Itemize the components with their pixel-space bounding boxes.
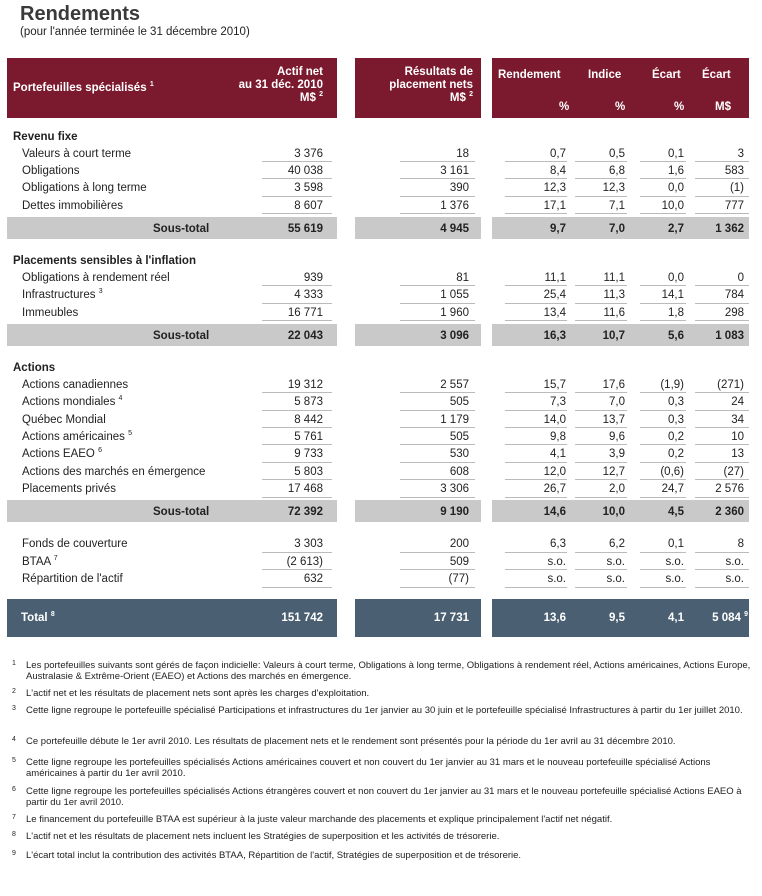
header-gap-amt-unit: M$ [715,101,731,113]
footnote-text: Cette ligne regroupe les portefeuilles spécialisés Actions étrangères couvert et non couvert du 1er janvier au 31 mars et le nouveau portefeuille spécialisé Actions EAEO à partir du 1er avril 2010. [26,786,742,808]
footnote-number: 9 [12,850,16,857]
row-divider [262,444,332,445]
header-returns [492,58,749,118]
header-return-unit: % [559,101,570,113]
cell-b: 81 [456,272,469,284]
cell-d: 12,3 [602,182,625,194]
cell-f: 13 [731,448,744,460]
row-divider [695,392,749,393]
header-index-unit: % [615,101,626,113]
row-divider [400,320,475,321]
footnote-text: Le financement du portefeuille BTAA est supérieur à la juste valeur marchande des placements et explique principalement l'actif net négatif. [26,814,613,825]
row-divider [505,178,567,179]
cell-a: 5 761 [294,431,323,443]
cell-c: 6,3 [550,538,566,550]
cell-c: 9,8 [550,431,566,443]
cell-d: 10,0 [602,506,625,518]
row-divider [575,569,627,570]
row-divider [400,462,475,463]
row-divider [695,444,749,445]
footnote-number: 1 [12,660,16,667]
cell-f: 3 [737,148,744,160]
row-divider [695,427,749,428]
cell-a: 3 376 [294,148,323,160]
cell-d: 3,9 [609,448,625,460]
cell-c: 12,3 [543,182,566,194]
row-divider [695,410,749,411]
row-divider [640,392,686,393]
row-divider [400,479,475,480]
cell-c: 16,3 [543,330,566,342]
row-divider [640,303,686,304]
row-divider [400,392,475,393]
cell-b: 1 179 [440,414,469,426]
row-divider [575,178,627,179]
cell-f: 784 [724,289,744,301]
footnote-text: L'actif net et les résultats de placement nets incluent les Stratégies de superposition et les activités de trésorerie. [26,831,500,842]
row-divider [575,213,627,214]
row-divider [400,196,475,197]
row-divider [575,392,627,393]
cell-c: 13,6 [543,612,566,624]
cell-f: 1 083 [715,330,744,342]
cell-d: 2,0 [609,483,625,495]
section-inflation: Placements sensibles à l'inflation [13,255,196,267]
footnote-text: L'actif net et les résultats de placement nets sont après les charges d'exploitation. [26,688,370,699]
cell-b: 505 [449,396,469,408]
header-index: Indice [588,69,622,81]
cell-c: 4,1 [550,448,566,460]
cell-a: 16 771 [287,307,323,319]
header-portfolios [7,58,337,118]
cell-b: 1 376 [440,200,469,212]
row-divider [640,462,686,463]
cell-c: 7,3 [550,396,566,408]
cell-b: 4 945 [440,223,469,235]
row-label: Obligations à long terme [22,182,147,194]
cell-d: 10,7 [602,330,625,342]
cell-f: 298 [724,307,744,319]
row-divider [695,479,749,480]
cell-a: 3 303 [294,538,323,550]
cell-b: 505 [449,431,469,443]
row-label: Obligations [22,165,80,177]
page-subtitle: (pour l'année terminée le 31 décembre 2010) [20,26,250,38]
total-label: Total $^8$ [21,611,55,624]
row-divider [262,410,332,411]
row-label: BTAA $^7$ [22,555,58,568]
row-divider [640,285,686,286]
row-divider [262,196,332,197]
row-divider [505,569,567,570]
row-divider [695,196,749,197]
cell-c: 14,6 [543,506,566,518]
cell-b: 200 [449,538,469,550]
row-divider [640,427,686,428]
row-divider [575,410,627,411]
row-divider [695,213,749,214]
row-divider [575,320,627,321]
row-divider [640,178,686,179]
cell-d: 11,3 [603,289,625,301]
cell-f: 583 [724,165,744,177]
cell-f: 1 362 [715,223,744,235]
cell-e: 0,2 [668,448,684,460]
cell-d: 6,8 [609,165,625,177]
cell-c: 0,7 [550,148,566,160]
row-divider [640,569,686,570]
row-divider [400,569,475,570]
header-gap-amt: Écart [702,69,731,81]
cell-d: 13,7 [602,414,625,426]
footnote-text: Les portefeuilles suivants sont gérés de façon indicielle: Valeurs à court terme, Obligations à long terme, Obligations à rendement réel, Actions américaines, Actions Europe, Australasie & Extrême-Orient (EAEO) et Actions des marchés en émergence. [26,660,751,682]
row-divider [575,552,627,553]
row-divider [262,497,332,498]
row-divider [400,285,475,286]
footnote [12,705,752,716]
cell-c: s.o. [547,556,566,568]
row-divider [505,410,567,411]
row-divider [262,462,332,463]
cell-e: s.o. [665,573,684,585]
footnote-number: 6 [12,786,16,793]
row-divider [575,587,627,588]
cell-a: 4 333 [294,289,323,301]
row-divider [505,161,567,162]
row-divider [262,161,332,162]
row-divider [262,213,332,214]
cell-e: 0,1 [668,148,684,160]
footnote-number: 5 [12,757,16,764]
cell-c: 14,0 [543,414,566,426]
cell-c: 25,4 [543,289,566,301]
cell-c: 15,7 [543,379,566,391]
row-label: Infrastructures $^3$ [22,288,103,301]
row-label: Actions canadiennes [22,379,129,391]
row-label: Actions mondiales $^4$ [22,395,123,408]
cell-f: 0 [737,272,744,284]
row-divider [505,497,567,498]
row-divider [400,427,475,428]
footnote [12,660,752,682]
row-divider [695,285,749,286]
row-divider [400,410,475,411]
footnote [12,757,752,779]
cell-a: 40 038 [287,165,323,177]
cell-b: 17 731 [433,612,469,624]
row-divider [575,303,627,304]
cell-e: 4,1 [668,612,684,624]
cell-c: s.o. [547,573,566,585]
cell-e: (0,6) [660,466,684,478]
row-label: Québec Mondial [22,414,106,426]
row-divider [400,444,475,445]
row-divider [262,303,332,304]
cell-e: 1,6 [668,165,684,177]
cell-c: 11,1 [544,272,566,284]
cell-e: 0,0 [668,182,684,194]
row-label: Actions des marchés en émergence [22,466,206,478]
header-portfolio-label: Portefeuilles spécialisés $^1$ [13,81,154,94]
row-divider [695,587,749,588]
cell-e: (1,9) [660,379,684,391]
cell-b: 608 [449,466,469,478]
row-divider [575,427,627,428]
row-label: Répartition de l'actif [22,573,123,585]
row-divider [575,479,627,480]
cell-c: 8,4 [550,165,566,177]
footnote [12,736,752,747]
row-divider [575,161,627,162]
cell-d: 17,6 [602,379,625,391]
cell-b: 509 [449,556,469,568]
cell-b: 2 557 [440,379,469,391]
footnote-number: 3 [12,705,16,712]
cell-b: 390 [449,182,469,194]
row-divider [400,178,475,179]
row-divider [695,320,749,321]
cell-f: 2 360 [715,506,744,518]
row-divider [262,392,332,393]
row-divider [695,462,749,463]
cell-b: 3 161 [440,165,469,177]
cell-b: 1 055 [440,289,469,301]
cell-a: 939 [303,272,323,284]
row-label: Valeurs à court terme [22,148,132,160]
cell-f: 8 [737,538,744,550]
row-divider [262,552,332,553]
cell-a: 3 598 [294,182,323,194]
footnote-number: 7 [12,814,16,821]
cell-d: 7,0 [609,396,625,408]
row-divider [640,587,686,588]
section-fixed-income: Revenu fixe [13,131,78,143]
footnote-number: 8 [12,831,16,838]
row-divider [640,444,686,445]
cell-f: 777 [724,200,744,212]
footnote-text: Cette ligne regroupe les portefeuilles spécialisés Actions américaines couvert et non couvert du 1er janvier au 31 mars et le nouveau portefeuille spécialisé Actions américaines à partir du 1er avril 2010. [26,757,711,779]
cell-e: 24,7 [661,483,684,495]
cell-a: 5 873 [294,396,323,408]
row-divider [400,497,475,498]
cell-b: 18 [456,148,469,160]
cell-b: 1 960 [440,307,469,319]
cell-e: 10,0 [661,200,684,212]
row-divider [400,161,475,162]
cell-d: 9,5 [609,612,625,624]
cell-f: (1) [729,182,744,194]
row-divider [262,479,332,480]
row-divider [262,587,332,588]
cell-a: 151 742 [281,612,323,624]
row-divider [262,320,332,321]
row-divider [575,196,627,197]
row-divider [400,552,475,553]
row-divider [575,462,627,463]
cell-f: 24 [731,396,744,408]
cell-a: 8 442 [294,414,323,426]
cell-d: 9,6 [609,431,625,443]
cell-c: 9,7 [550,223,566,235]
cell-e: 4,5 [668,506,684,518]
row-divider [262,569,332,570]
cell-f: 10 [731,431,744,443]
cell-c: 12,0 [543,466,566,478]
section-equities: Actions [13,362,56,374]
cell-e: s.o. [665,556,684,568]
cell-e: 1,8 [668,307,684,319]
cell-f: s.o. [725,573,744,585]
cell-f: s.o. [725,556,744,568]
subtotal-label: Sous-total [153,223,210,235]
row-label: Placements privés [22,483,116,495]
row-divider [695,552,749,553]
row-divider [262,178,332,179]
footnote-number: 4 [12,736,16,743]
cell-e: 14,1 [661,289,684,301]
cell-a: 17 468 [287,483,323,495]
cell-e: 2,7 [668,223,684,235]
row-divider [505,587,567,588]
cell-b: (77) [448,573,469,585]
row-label: Actions américaines $^5$ [22,430,133,443]
footnote-text: Ce portefeuille débute le 1er avril 2010. Les résultats de placement nets et le rendement sont présentés pour la période du 1er avril au 31 décembre 2010. [26,736,676,747]
footnote [12,814,752,825]
cell-a: 22 043 [287,330,323,342]
cell-c: 26,7 [543,483,566,495]
row-divider [640,497,686,498]
subtotal-label: Sous-total [153,506,210,518]
cell-c: 17,1 [543,200,566,212]
cell-e: 0,3 [668,414,684,426]
cell-f: 5 084 $^9$ [712,611,748,624]
cell-d: 0,5 [609,148,625,160]
cell-f: (27) [723,466,744,478]
row-divider [505,444,567,445]
row-divider [575,285,627,286]
row-divider [640,196,686,197]
row-divider [640,552,686,553]
cell-d: 7,0 [609,223,625,235]
cell-f: 34 [731,414,744,426]
cell-d: 7,1 [609,200,625,212]
row-divider [505,552,567,553]
cell-a: 55 619 [287,223,323,235]
header-results: Résultats de placement nets M$ $^2$ [355,58,481,118]
row-divider [640,161,686,162]
row-divider [695,497,749,498]
cell-e: 0,1 [668,538,684,550]
cell-d: 11,6 [603,307,625,319]
cell-d: 6,2 [609,538,625,550]
cell-b: 9 190 [440,506,469,518]
header-gap-pct-unit: % [674,101,685,113]
row-divider [505,462,567,463]
row-divider [695,161,749,162]
cell-e: 0,2 [668,431,684,443]
footnote-number: 2 [12,688,16,695]
row-divider [505,303,567,304]
cell-e: 5,6 [668,330,684,342]
row-divider [400,213,475,214]
page-title: Rendements [20,3,141,25]
cell-a: 5 803 [294,466,323,478]
row-label: Immeubles [22,307,79,319]
row-label: Actions EAEO $^6$ [22,447,102,460]
cell-a: (2 613) [286,556,323,568]
cell-d: s.o. [606,573,625,585]
cell-b: 3 306 [440,483,469,495]
row-divider [640,320,686,321]
row-divider [505,213,567,214]
row-divider [505,392,567,393]
row-divider [505,320,567,321]
cell-c: 13,4 [543,307,566,319]
cell-d: 12,7 [602,466,625,478]
cell-a: 632 [303,573,323,585]
row-divider [400,303,475,304]
cell-e: 0,0 [668,272,684,284]
row-divider [262,427,332,428]
footnote-text: Cette ligne regroupe le portefeuille spécialisé Participations et infrastructures du 1er janvier au 30 juin et le portefeuille spécialisé Infrastructures à partir du 1er juillet 2010. [26,705,743,716]
row-divider [575,497,627,498]
header-net-assets: Actif net au 31 déc. 2010 M$ $^2$ [238,66,323,104]
row-divider [695,303,749,304]
row-divider [262,285,332,286]
cell-a: 9 733 [294,448,323,460]
cell-b: 3 096 [440,330,469,342]
header-gap-pct: Écart [652,69,681,81]
cell-d: s.o. [606,556,625,568]
row-divider [505,427,567,428]
header-return: Rendement [498,69,561,81]
footnote [12,688,752,699]
cell-b: 530 [449,448,469,460]
row-label: Dettes immobilières [22,200,123,212]
footnote-text: L'écart total inclut la contribution des activités BTAA, Répartition de l'actif, Stratégies de superposition et de trésorerie. [26,850,522,861]
row-divider [640,410,686,411]
row-divider [695,178,749,179]
footnote [12,850,752,861]
cell-f: (271) [717,379,744,391]
footnote [12,831,752,842]
footnote [12,786,752,808]
cell-f: 2 576 [715,483,744,495]
row-divider [695,569,749,570]
row-divider [575,444,627,445]
row-divider [505,285,567,286]
cell-a: 8 607 [294,200,323,212]
row-label: Fonds de couverture [22,538,128,550]
row-divider [505,196,567,197]
row-divider [640,213,686,214]
row-divider [400,587,475,588]
row-divider [640,479,686,480]
cell-d: 11,1 [603,272,625,284]
cell-a: 72 392 [287,506,323,518]
row-label: Obligations à rendement réel [22,272,170,284]
subtotal-label: Sous-total [153,330,210,342]
cell-e: 0,3 [668,396,684,408]
row-divider [505,479,567,480]
cell-a: 19 312 [287,379,323,391]
